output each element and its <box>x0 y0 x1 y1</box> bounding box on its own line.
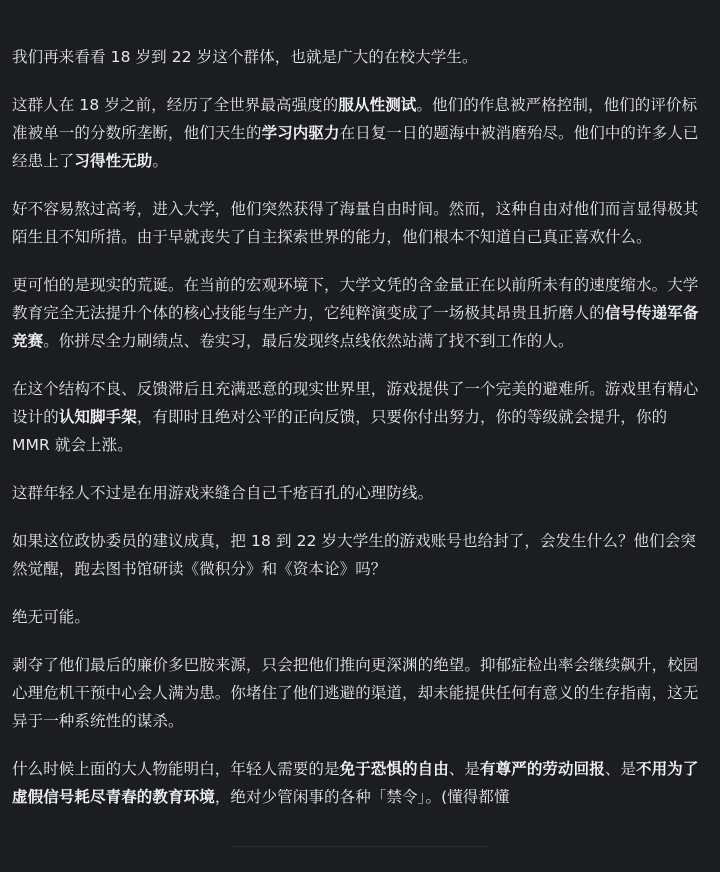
text-run: 。他们的作息被严格控制，他们的评价标准被单一的分数所垄断，他们天生的 <box>12 96 698 142</box>
bold-phrase: 不用为了虚假信号耗尽青春的教育环境 <box>12 760 699 806</box>
text-run: 好不容易熬过高考，进入大学，他们突然获得了海量自由时间。然而，这种自由对他们而言显得极其陌生且不知所措。由于早就丧失了自主探索世界的能力，他们根本不知道自己真正喜欢什么。 <box>12 200 699 246</box>
article-paragraph <box>12 43 702 71</box>
bold-phrase: 免于恐惧的自由 <box>339 760 449 778</box>
bottom-divider <box>232 846 488 847</box>
text-run: ，有即时且绝对公平的正向反馈，只要你付出努力，你的等级就会提升，你的 MMR 就会上涨。 <box>12 408 668 454</box>
article-paragraph <box>12 527 702 583</box>
text-run: 在这个结构不良、反馈滞后且充满恶意的现实世界里，游戏提供了一个完美的避难所。游戏里有精心设计的 <box>12 380 699 426</box>
text-run: 什么时候上面的大人物能明白，年轻人需要的是 <box>12 760 340 778</box>
article-paragraph <box>12 91 702 175</box>
article-paragraph <box>12 271 702 355</box>
text-run: 在日复一日的题海中被消磨殆尽。他们中的许多人已经患上了 <box>12 124 699 170</box>
text-run: 如果这位政协委员的建议成真，把 18 到 22 岁大学生的游戏账号也给封了，会发生什么？他们会突然觉醒，跑去图书馆研读《微积分》和《资本论》吗？ <box>12 532 696 578</box>
text-run: 。你拼尽全力刷绩点、卷实习，最后发现终点线依然站满了找不到工作的人。 <box>43 332 574 350</box>
bold-phrase: 有尊严的劳动回报 <box>480 760 605 778</box>
text-run: 这群年轻人不过是在用游戏来缝合自己千疮百孔的心理防线。 <box>12 484 434 502</box>
text-run: 、是 <box>448 760 481 778</box>
text-run: 绝无可能。 <box>12 608 91 626</box>
bold-phrase: 习得性无助 <box>74 152 153 170</box>
bold-phrase: 认知脚手架 <box>58 408 137 426</box>
article-paragraph <box>12 195 702 251</box>
bold-phrase: 服从性测试 <box>338 96 417 114</box>
article-paragraph <box>12 603 702 631</box>
bold-phrase: 学习内驱力 <box>261 124 340 142</box>
text-run: 这群人在 18 岁之前，经历了全世界最高强度的 <box>12 96 339 114</box>
text-run: 我们再来看看 18 岁到 22 岁这个群体，也就是广大的在校大学生。 <box>12 48 478 66</box>
article-paragraph <box>12 479 702 507</box>
article-paragraph <box>12 651 702 735</box>
article-body <box>12 43 702 831</box>
text-run: 更可怕的是现实的荒诞。在当前的宏观环境下，大学文凭的含金量正在以前所未有的速度缩水。大学教育完全无法提升个体的核心技能与生产力，它纯粹演变成了一场极其昂贵且折磨人的 <box>12 276 699 322</box>
text-run: ，绝对少管闲事的各种「禁令」。(懂得都懂 <box>214 788 510 806</box>
bold-phrase: 信号传递军备竞赛 <box>12 304 699 350</box>
article-paragraph <box>12 375 702 459</box>
article-paragraph <box>12 755 702 811</box>
text-run: 剥夺了他们最后的廉价多巴胺来源，只会把他们推向更深渊的绝望。抑郁症检出率会继续飙升，校园心理危机干预中心会人满为患。你堵住了他们逃避的渠道，却未能提供任何有意义的生存指南，这无异于一种系统性的谋杀。 <box>12 656 699 730</box>
text-run: 。 <box>152 152 169 170</box>
text-run: 、是 <box>604 760 637 778</box>
